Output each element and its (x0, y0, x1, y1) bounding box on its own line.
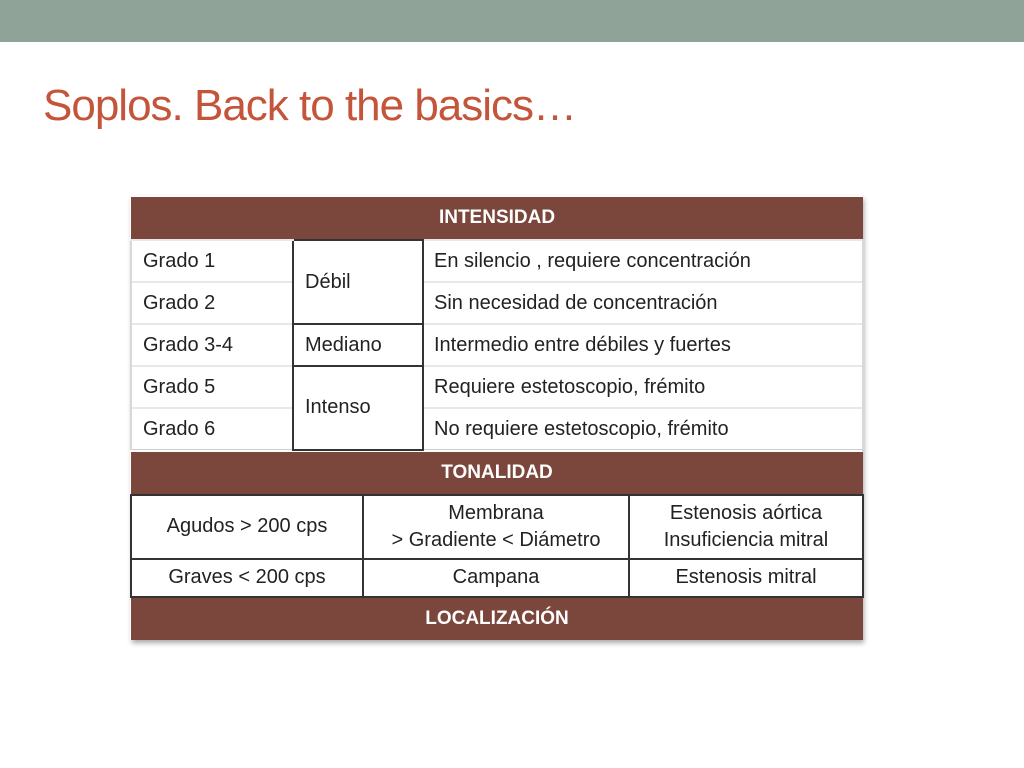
localizacion-header-row (131, 597, 863, 640)
tonalidad-header-row (131, 451, 863, 495)
group-cell-mediano: Mediano (293, 324, 423, 366)
table-row (131, 240, 863, 282)
group-cell-debil: Débil (293, 240, 423, 324)
descripcion-cell: Sin necesidad de concentración (423, 282, 863, 324)
ejemplo-line: Insuficiencia mitral (663, 528, 829, 551)
murmur-classification-table (130, 196, 862, 640)
group-cell-intenso: Intenso (293, 366, 423, 450)
instrumento-cell: Campana (363, 559, 629, 597)
slide-title: Soplos. Back to the basics… (43, 81, 577, 130)
grado-cell: Grado 5 (131, 366, 293, 408)
grado-cell: Grado 3-4 (131, 324, 293, 366)
ejemplo-cell: Estenosis mitral (629, 559, 863, 597)
table-row (131, 495, 863, 559)
table-row (131, 366, 863, 408)
tono-cell: Graves < 200 cps (131, 559, 363, 597)
localizacion-header: LOCALIZACIÓN (131, 597, 863, 640)
grado-cell: Grado 1 (131, 240, 293, 282)
grado-cell: Grado 2 (131, 282, 293, 324)
instrumento-cell (363, 495, 629, 559)
table-row (131, 324, 863, 366)
table-row (131, 408, 863, 450)
descripcion-cell: No requiere estetoscopio, frémito (423, 408, 863, 450)
ejemplo-cell (629, 495, 863, 559)
grado-cell: Grado 6 (131, 408, 293, 450)
table-row (131, 282, 863, 324)
intensidad-header: INTENSIDAD (131, 197, 863, 241)
instrumento-line: Membrana (448, 501, 544, 524)
tonalidad-table (130, 451, 864, 640)
descripcion-cell: En silencio , requiere concentración (423, 240, 863, 282)
intensidad-table (130, 196, 864, 451)
tonalidad-header: TONALIDAD (131, 451, 863, 495)
intensidad-header-row (131, 197, 863, 241)
table-row (131, 559, 863, 597)
descripcion-cell: Requiere estetoscopio, frémito (423, 366, 863, 408)
descripcion-cell: Intermedio entre débiles y fuertes (423, 324, 863, 366)
instrumento-line: > Gradiente < Diámetro (391, 528, 601, 551)
top-decorative-band (0, 0, 1024, 42)
ejemplo-line: Estenosis aórtica (669, 501, 823, 524)
tono-cell: Agudos > 200 cps (131, 495, 363, 559)
